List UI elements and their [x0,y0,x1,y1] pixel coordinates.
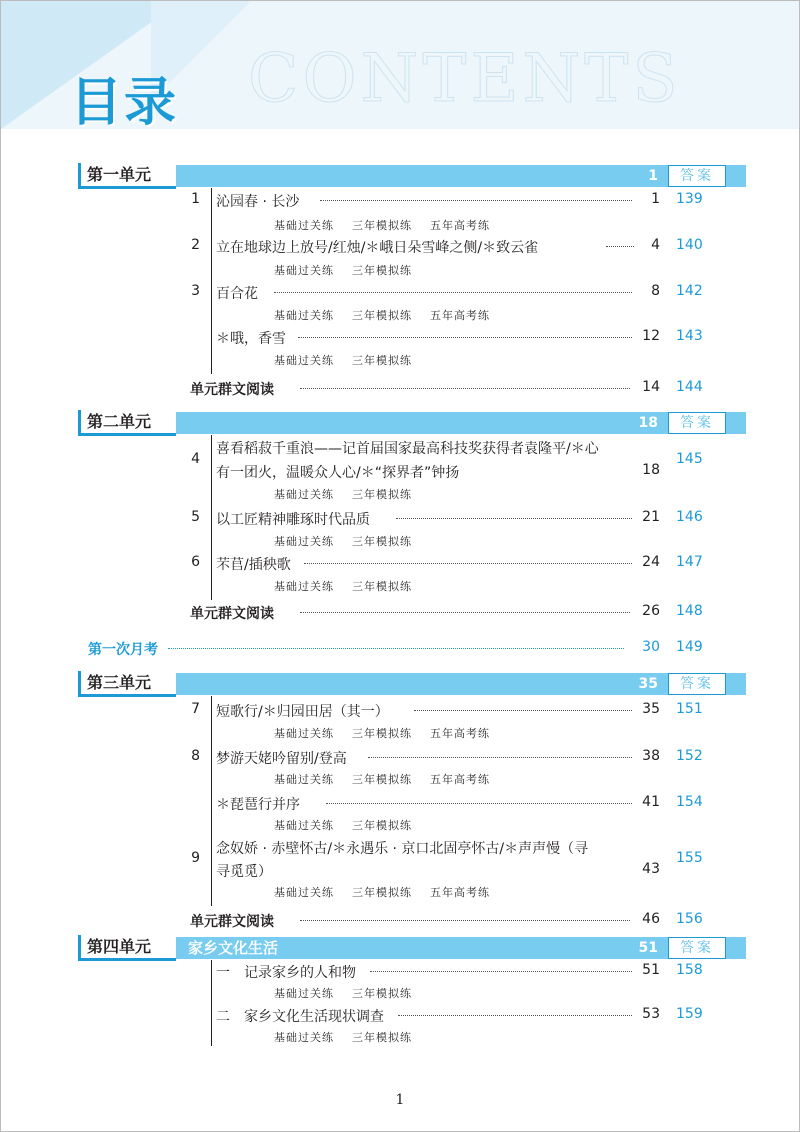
practice-list [274,307,508,323]
practice-basic: 基础过关练 [274,488,334,501]
page-number: 30 [642,639,660,655]
leader-dots [320,200,632,201]
practice-basic: 基础过关练 [274,535,334,548]
practice-three-year: 三年模拟练 [352,264,412,277]
answer-label: 答案 [668,165,726,187]
page-number: 18 [642,462,660,478]
practice-five-year: 五年高考练 [430,219,490,232]
leader-dots [274,292,632,293]
unit-header-3[interactable] [78,673,724,695]
practice-three-year: 三年模拟练 [352,1031,412,1044]
toc-entry[interactable] [170,1006,730,1046]
practice-basic: 基础过关练 [274,727,334,740]
answer-page: 144 [676,379,703,395]
lesson-number: 4 [191,451,200,467]
answer-page: 140 [676,237,703,253]
unit-label: 第四单元 [78,935,176,961]
answer-page: 155 [676,850,703,866]
answer-page: 152 [676,748,703,764]
toc-entry[interactable] [170,794,730,834]
unit-header-2[interactable] [78,412,724,434]
practice-basic: 基础过关练 [274,264,334,277]
lesson-title: 沁园春 · 长沙 [216,194,300,210]
page-number: 21 [642,509,660,525]
lesson-number: 5 [191,509,200,525]
page-number: 51 [642,962,660,978]
unit-bar [176,673,746,695]
answer-page: 148 [676,603,703,619]
practice-three-year: 三年模拟练 [352,488,412,501]
practice-list [274,884,508,900]
answer-label: 答案 [668,412,726,434]
page-number: 12 [642,328,660,344]
answer-page: 147 [676,554,703,570]
lesson-number: 9 [191,850,200,866]
practice-three-year: 三年模拟练 [352,354,412,367]
lesson-title: 百合花 [216,286,258,302]
practice-basic: 基础过关练 [274,773,334,786]
lesson-title: 念奴娇 · 赤壁怀古/＊永遇乐 · 京口北固亭怀古/＊声声慢（寻 [216,841,589,857]
leader-dots [304,563,632,564]
practice-three-year: 三年模拟练 [352,535,412,548]
practice-basic: 基础过关练 [274,219,334,232]
practice-basic: 基础过关练 [274,987,334,1000]
answer-page: 156 [676,911,703,927]
lesson-title-line2: 有一团火，温暖众人心/＊“探界者”钟扬 [216,465,460,481]
practice-five-year: 五年高考练 [430,309,490,322]
header-watermark: CONTENTS [248,40,682,117]
unit-bar [176,937,746,959]
practice-three-year: 三年模拟练 [352,219,412,232]
practice-list [274,486,430,502]
page-number: 14 [642,379,660,395]
reading-title: 单元群文阅读 [190,914,274,930]
practice-three-year: 三年模拟练 [352,727,412,740]
answer-page: 142 [676,283,703,299]
practice-basic: 基础过关练 [274,1031,334,1044]
practice-list [274,533,430,549]
unit-bar [176,412,746,434]
footer-page-number: 1 [395,1092,405,1108]
practice-list [274,262,430,278]
toc-entry[interactable] [170,838,730,902]
unit-page: 18 [638,415,658,431]
answer-page: 143 [676,328,703,344]
page-number: 43 [642,861,660,877]
page-number: 26 [642,603,660,619]
practice-basic: 基础过关练 [274,354,334,367]
lesson-title-line2: 寻觅觅） [216,864,272,880]
lesson-number: 3 [191,283,200,299]
reading-title: 单元群文阅读 [190,606,274,622]
exam-title: 第一次月考 [88,642,158,658]
toc-entry[interactable] [170,962,730,1002]
lesson-title: 短歌行/＊归园田居（其一） [216,704,389,720]
unit-header-4[interactable] [78,937,724,959]
page-number: 41 [642,794,660,810]
practice-list [274,771,508,787]
lesson-title: 喜看稻菽千重浪——记首届国家最高科技奖获得者袁隆平/＊心 [216,441,599,457]
unit-page: 35 [638,676,658,692]
lesson-number: 6 [191,554,200,570]
lesson-title: 立在地球边上放号/红烛/＊峨日朵雪峰之侧/＊致云雀 [216,240,539,256]
practice-three-year: 三年模拟练 [352,819,412,832]
lesson-number: 2 [191,237,200,253]
reading-title: 单元群文阅读 [190,382,274,398]
toc-entry[interactable] [170,283,730,323]
unit-label: 第一单元 [78,163,176,189]
toc-entry[interactable] [170,701,730,741]
unit-page: 1 [648,168,658,184]
practice-basic: 基础过关练 [274,309,334,322]
page-title: 目录 [70,73,179,133]
leader-dots [300,612,630,613]
toc-entry[interactable] [170,554,730,594]
leader-dots [326,803,632,804]
lesson-title: 芣苢/插秧歌 [216,557,291,573]
practice-list [274,578,430,594]
practice-list [274,217,508,233]
leader-dots [298,337,632,338]
leader-dots [370,971,632,972]
lesson-number: 8 [191,748,200,764]
leader-dots [300,920,630,921]
answer-page: 159 [676,1006,703,1022]
unit-bar [176,165,746,187]
practice-five-year: 五年高考练 [430,773,490,786]
unit-label: 第三单元 [78,671,176,697]
lesson-number: 7 [191,701,200,717]
unit-label: 第二单元 [78,410,176,436]
toc-entry[interactable] [170,438,730,502]
lesson-title: ＊哦，香雪 [216,331,286,347]
answer-page: 151 [676,701,703,717]
practice-five-year: 五年高考练 [430,727,490,740]
practice-three-year: 三年模拟练 [352,773,412,786]
page-number: 35 [642,701,660,717]
page-number: 46 [642,911,660,927]
practice-basic: 基础过关练 [274,886,334,899]
unit-subtitle: 家乡文化生活 [188,939,279,957]
practice-list [274,1029,430,1045]
toc-entry[interactable] [170,191,730,231]
answer-page: 146 [676,509,703,525]
page-number: 1 [651,191,660,207]
leader-dots [396,518,632,519]
lesson-title: 梦游天姥吟留别/登高 [216,751,347,767]
toc-entry[interactable] [170,328,730,368]
practice-three-year: 三年模拟练 [352,987,412,1000]
answer-page: 139 [676,191,703,207]
lesson-title: 一 记录家乡的人和物 [216,965,356,981]
page-number: 24 [642,554,660,570]
answer-label: 答案 [668,937,726,959]
page-number: 53 [642,1006,660,1022]
practice-list [274,352,430,368]
practice-basic: 基础过关练 [274,819,334,832]
toc-entry[interactable] [170,748,730,788]
leader-dots [368,757,632,758]
page-number: 8 [651,283,660,299]
practice-basic: 基础过关练 [274,580,334,593]
answer-page: 158 [676,962,703,978]
leader-dots [168,648,624,649]
lesson-title: 以工匠精神雕琢时代品质 [216,512,370,528]
toc-entry[interactable] [170,237,730,277]
answer-page: 149 [676,639,703,655]
lesson-number: 1 [191,191,200,207]
answer-label: 答案 [668,673,726,695]
toc-entry[interactable] [170,509,730,549]
practice-five-year: 五年高考练 [430,886,490,899]
practice-list [274,817,430,833]
unit-header-1[interactable] [78,165,724,187]
practice-list [274,725,508,741]
leader-dots [606,246,634,247]
page-number: 38 [642,748,660,764]
practice-list [274,985,430,1001]
practice-three-year: 三年模拟练 [352,309,412,322]
lesson-title: 二 家乡文化生活现状调查 [216,1009,384,1025]
answer-page: 154 [676,794,703,810]
lesson-title: ＊琵琶行并序 [216,797,300,813]
answer-page: 145 [676,451,703,467]
practice-three-year: 三年模拟练 [352,886,412,899]
leader-dots [414,710,632,711]
practice-three-year: 三年模拟练 [352,580,412,593]
page-number: 4 [651,237,660,253]
leader-dots [300,388,630,389]
leader-dots [398,1015,632,1016]
unit-page: 51 [638,940,658,956]
